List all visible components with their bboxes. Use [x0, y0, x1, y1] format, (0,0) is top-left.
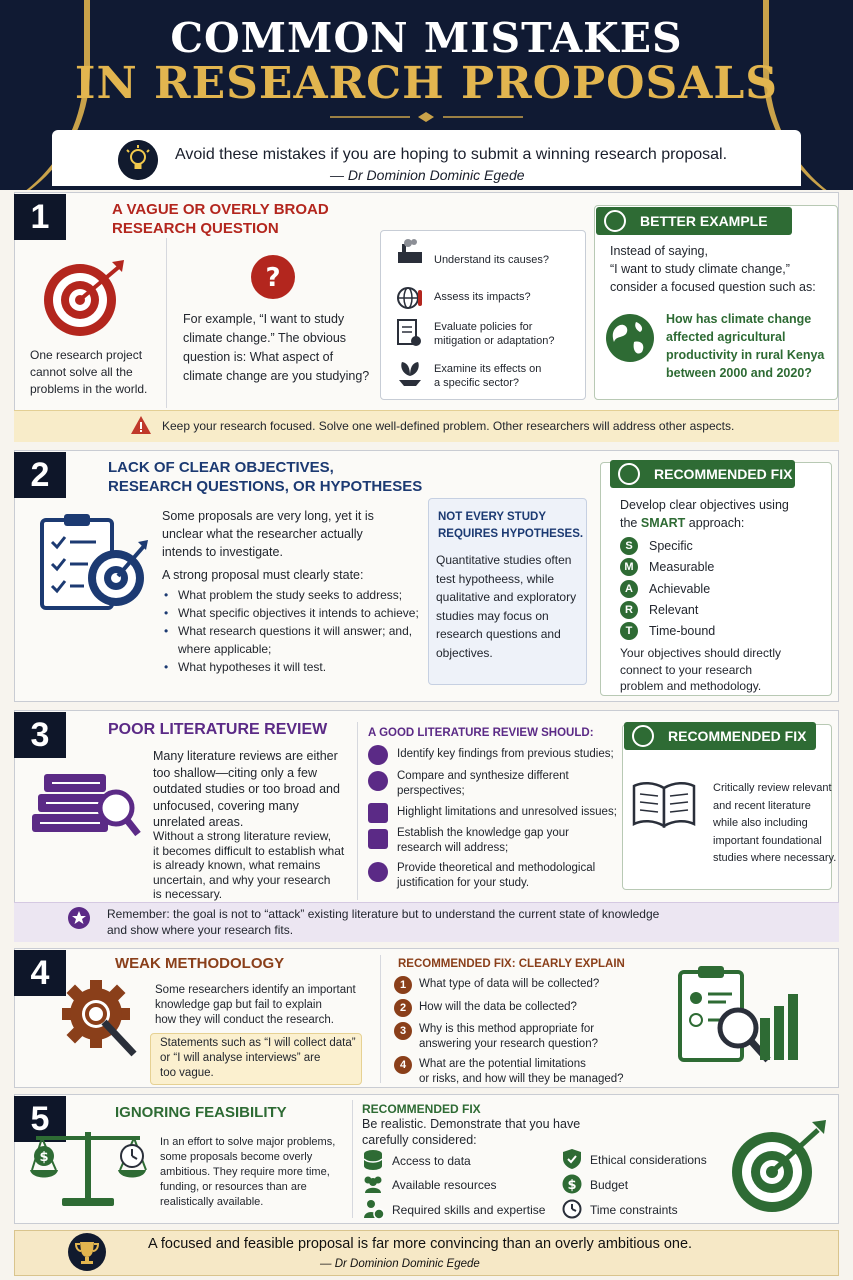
- text-line: Quantitative studies often: [436, 553, 572, 567]
- text-line: or risks, and how will they be managed?: [419, 1073, 624, 1085]
- vague-statement-text: [160, 1036, 356, 1081]
- text-line: Why is this method appropriate for: [419, 1023, 595, 1035]
- text-line: “I want to study climate change,”: [610, 262, 790, 276]
- text-line: connect to your research: [620, 662, 753, 677]
- text-line: Some researchers identify an important: [155, 984, 356, 996]
- text-line: is already known, what remains: [153, 858, 321, 872]
- text-line: realistically available.: [160, 1196, 264, 1208]
- should-item: Highlight limitations and unresolved issues;: [397, 806, 617, 818]
- section-2-fix-intro: [620, 496, 789, 532]
- hypotheses-title: [438, 509, 583, 543]
- smart-letter: A: [620, 580, 638, 598]
- trophy-icon: [68, 1233, 106, 1271]
- warning-icon: [130, 415, 152, 435]
- text-line: Critically review relevant: [713, 782, 832, 794]
- section-5-fix-title: RECOMMENDED FIX: [362, 1102, 481, 1116]
- text-line: Compare and synthesize different: [397, 770, 569, 782]
- text-line: it becomes difficult to establish what: [153, 843, 345, 858]
- text-line: unrelated areas.: [153, 815, 244, 829]
- section-1-title-line: RESEARCH QUESTION: [112, 220, 279, 237]
- footer-quote: A focused and feasible proposal is far more convincing than an overly ambitious one.: [148, 1236, 693, 1252]
- bullet-continuation: where applicable;: [178, 642, 272, 656]
- feasibility-item: Access to data: [392, 1154, 471, 1168]
- section-2-number: 2: [14, 452, 66, 498]
- text-line: climate change.” The obvious: [183, 331, 347, 345]
- text-line: affected agricultural: [666, 330, 786, 344]
- section-3-fix-badge: [624, 722, 816, 750]
- text-line: Instead of saying,: [610, 244, 708, 258]
- hypotheses-text: [436, 551, 576, 662]
- check-icon: [632, 725, 654, 747]
- text-line: For example, “I want to study: [183, 312, 345, 326]
- text-line: Be realistic. Demonstrate that you have: [362, 1117, 581, 1131]
- text-line: Some proposals are very long, yet it is: [162, 509, 374, 523]
- text-line: funding, or resources than are: [160, 1181, 307, 1193]
- clipboard-chart-icon: [676, 964, 804, 1074]
- smart-word: Specific: [649, 539, 693, 553]
- section-3-note: [107, 906, 659, 938]
- badge-label: RECOMMENDED FIX: [668, 728, 807, 744]
- method-question: [419, 1022, 598, 1052]
- divider: [380, 955, 381, 1083]
- should-item: [397, 861, 595, 891]
- section-2-title-line: RESEARCH QUESTIONS, OR HYPOTHESES: [108, 478, 423, 495]
- better-example-badge: [596, 207, 792, 235]
- aspect-item: Understand its causes?: [434, 254, 549, 266]
- title-line-2: IN RESEARCH PROPOSALS: [74, 58, 779, 109]
- gear-magnifier-icon: [60, 978, 140, 1058]
- smart-word: Time-bound: [649, 624, 716, 638]
- section-5-fix-intro: [362, 1116, 580, 1148]
- clock-icon: [562, 1199, 582, 1219]
- svg-text:$: $: [39, 1150, 49, 1165]
- text-line: unfocused, covering many: [153, 798, 299, 813]
- findings-icon: [368, 745, 388, 765]
- lightbulb-icon: [118, 140, 158, 180]
- text-line: Establish the knowledge gap your: [397, 827, 569, 839]
- text-line: ambitious. They require more time,: [160, 1166, 330, 1178]
- better-intro: [610, 242, 816, 296]
- smart-letter: R: [620, 601, 638, 619]
- text-line: Provide theoretical and methodological: [397, 862, 596, 874]
- text-line: and show where your research fits.: [107, 923, 294, 937]
- balance-scale-icon: [28, 1126, 148, 1212]
- text-line: justification for your study.: [397, 877, 530, 889]
- text-line: What are the potential limitations: [419, 1058, 586, 1070]
- text-line: research questions and: [436, 627, 561, 641]
- star-icon: [67, 906, 91, 930]
- compare-icon: [368, 771, 388, 791]
- text-line: is necessary.: [153, 887, 223, 901]
- intro-author: — Dr Dominion Dominic Egede: [330, 167, 525, 183]
- text-line: test hypotheess, while: [436, 571, 555, 586]
- section-5-text: [160, 1135, 335, 1210]
- feasibility-item: Budget: [590, 1178, 629, 1192]
- should-title: A GOOD LITERATURE REVIEW SHOULD:: [368, 727, 594, 739]
- feasibility-item: Required skills and expertise: [392, 1203, 546, 1217]
- section-3-text-2: [153, 829, 344, 902]
- text-line: intends to investigate.: [162, 545, 283, 559]
- globe-thermometer-icon: [396, 284, 424, 312]
- text-line: Examine its effects on: [434, 363, 542, 375]
- text-line: carefully considered:: [362, 1133, 477, 1147]
- smart-word: Achievable: [649, 582, 711, 596]
- target-bullseye-icon: [728, 1116, 830, 1216]
- smart-word: Measurable: [649, 560, 715, 574]
- smart-word: Relevant: [649, 603, 699, 617]
- question-number: 1: [394, 976, 412, 994]
- factory-icon: [396, 238, 424, 264]
- text-line: important foundational: [713, 834, 822, 847]
- text-line: how they will conduct the research.: [155, 1014, 334, 1026]
- section-1-note: Keep your research focused. Solve one well-defined problem. Other researchers will address other aspects.: [162, 419, 735, 433]
- section-3-text-1: [153, 748, 340, 831]
- check-icon: [604, 210, 626, 232]
- feasibility-item: Available resources: [392, 1178, 497, 1192]
- plant-hand-icon: [396, 358, 424, 388]
- method-question: [419, 1057, 624, 1087]
- skills-person-icon: [362, 1198, 384, 1220]
- smart-letter: S: [620, 537, 638, 555]
- svg-text:$: $: [567, 1178, 577, 1193]
- text-line: Develop clear objectives using: [620, 498, 789, 512]
- question-number: 3: [394, 1022, 412, 1040]
- divider: [357, 722, 358, 900]
- section-4-text: [155, 983, 356, 1028]
- divider: [166, 238, 167, 408]
- method-question: What type of data will be collected?: [419, 978, 600, 990]
- method-question: How will the data be collected?: [419, 1001, 577, 1013]
- aspect-item: Assess its impacts?: [434, 291, 531, 303]
- section-1-left-text: [30, 347, 160, 398]
- text-line: and recent literature: [713, 799, 811, 812]
- section-1-title: [112, 200, 329, 238]
- feasibility-item: Ethical considerations: [590, 1153, 707, 1167]
- text-line: perspectives;: [397, 785, 465, 797]
- title-line-1: COMMON MISTAKES: [170, 14, 683, 62]
- text-line: too shallow—citing only a few: [153, 765, 317, 780]
- section-1-title-line: A VAGUE OR OVERLY BROAD: [112, 201, 329, 218]
- section-3-number: 3: [14, 712, 66, 758]
- text-line: or “I will analyse interviews” are: [160, 1052, 321, 1064]
- text-line: uncertain, and why your research: [153, 872, 331, 887]
- checklist-target-icon: [38, 512, 150, 612]
- ornament-divider-icon: [330, 112, 523, 122]
- text-line: a specific sector?: [434, 377, 519, 389]
- text-line: question is: What aspect of: [183, 350, 334, 364]
- text-line: Many literature reviews are either: [153, 749, 338, 763]
- limitations-icon: [368, 803, 388, 823]
- section-2-bullets: [162, 586, 422, 676]
- text-line: research will address;: [397, 842, 509, 854]
- text-line: answering your research question?: [419, 1038, 598, 1050]
- books-magnifier-icon: [26, 764, 142, 840]
- section-2-must: A strong proposal must clearly state:: [162, 568, 364, 582]
- text-line: productivity in rural Kenya: [666, 348, 825, 362]
- bullet-item: • What hypotheses it will test.: [162, 658, 422, 676]
- divider: [352, 1100, 353, 1218]
- smart-word: SMART: [640, 516, 686, 530]
- shield-check-icon: [562, 1148, 582, 1170]
- section-2-fix-outro: [620, 645, 781, 695]
- bullet-item: • What research questions it will answer; and,: [162, 622, 422, 640]
- text-line: Statements such as “I will collect data”: [160, 1037, 356, 1049]
- text-line: consider a focused question such as:: [610, 280, 816, 294]
- theory-icon: [368, 862, 388, 882]
- text-line: REQUIRES HYPOTHESES.: [438, 528, 584, 540]
- smart-letter: T: [620, 622, 638, 640]
- section-2-title-line: LACK OF CLEAR OBJECTIVES,: [108, 459, 334, 476]
- text-line: mitigation or adaptation?: [434, 335, 555, 347]
- smart-letter: M: [620, 558, 638, 576]
- section-2-fix-badge: [610, 460, 795, 488]
- section-5-title: IGNORING FEASIBILITY: [115, 1104, 287, 1121]
- people-icon: [362, 1174, 384, 1194]
- bullet-item: • What problem the study seeks to address;: [162, 586, 422, 604]
- text-line: Without a strong literature review,: [153, 829, 332, 843]
- text-line: qualitative and exploratory: [436, 590, 577, 604]
- question-number: 4: [394, 1056, 412, 1074]
- text-line: studies where necessary.: [713, 852, 837, 864]
- svg-text:?: ?: [265, 263, 281, 293]
- aspect-item: [434, 320, 554, 348]
- database-icon: [362, 1149, 384, 1171]
- text-line: One research project: [30, 348, 143, 362]
- section-4-number: 4: [14, 950, 66, 996]
- text-line: Evaluate policies for: [434, 321, 533, 333]
- text-line: [620, 514, 789, 532]
- text-line: How has climate change: [666, 312, 812, 326]
- section-2-title: [108, 458, 422, 496]
- footer-author: — Dr Dominion Dominic Egede: [320, 1258, 480, 1270]
- text-line: problem and methodology.: [620, 679, 762, 693]
- earth-icon: [604, 312, 656, 364]
- text-line: NOT EVERY STUDY: [438, 511, 546, 523]
- text-fragment: the: [620, 516, 641, 530]
- badge-label: RECOMMENDED FIX: [654, 466, 793, 482]
- text-line: too vague.: [160, 1067, 214, 1079]
- text-line: studies may focus on: [436, 608, 549, 623]
- text-line: between 2000 and 2020?: [666, 366, 812, 380]
- bullet-item: • What specific objectives it intends to achieve;: [162, 604, 422, 622]
- gap-icon: [368, 829, 388, 849]
- better-question: [666, 310, 824, 382]
- should-item: [397, 769, 569, 799]
- section-3-title: POOR LITERATURE REVIEW: [108, 721, 328, 738]
- question-number: 2: [394, 999, 412, 1017]
- text-line: problems in the world.: [30, 382, 148, 396]
- should-item: Identify key findings from previous studies;: [397, 748, 614, 760]
- intro-quote: Avoid these mistakes if you are hoping to submit a winning research proposal.: [175, 146, 728, 163]
- should-item: [397, 826, 569, 856]
- text-line: while also including: [713, 817, 808, 829]
- section-2-intro: [162, 507, 374, 561]
- badge-label: BETTER EXAMPLE: [640, 213, 768, 229]
- text-line: cannot solve all the: [30, 365, 133, 379]
- text-line: some proposals become overly: [160, 1151, 313, 1163]
- section-4-fix-title: RECOMMENDED FIX: CLEARLY EXPLAIN: [398, 958, 625, 970]
- text-line: Your objectives should directly: [620, 646, 781, 660]
- section-4-title: WEAK METHODOLOGY: [115, 955, 285, 972]
- text-line: In an effort to solve major problems,: [160, 1136, 336, 1148]
- section-1-number: 1: [14, 194, 66, 240]
- section-1-example-text: [183, 310, 373, 386]
- section-5-number: 5: [14, 1096, 66, 1142]
- dollar-icon: [562, 1174, 582, 1194]
- text-line: unclear what the researcher actually: [162, 527, 363, 541]
- policy-document-icon: [396, 318, 422, 348]
- text-line: climate change are you studying?: [183, 369, 370, 383]
- text-line: objectives.: [436, 645, 493, 660]
- question-mark-icon: [250, 254, 296, 300]
- aspect-item: [434, 362, 541, 390]
- text-line: outdated studies or too broad and: [153, 782, 340, 796]
- text-line: knowledge gap but fail to explain: [155, 999, 322, 1011]
- text-fragment: approach:: [685, 516, 745, 530]
- feasibility-item: Time constraints: [590, 1203, 678, 1217]
- open-book-icon: [630, 780, 698, 828]
- target-arrow-icon: [40, 258, 130, 338]
- check-icon: [618, 463, 640, 485]
- text-line: Remember: the goal is not to “attack” existing literature but to understand the current state of knowledge: [107, 907, 660, 921]
- section-3-fix-text: [713, 780, 836, 868]
